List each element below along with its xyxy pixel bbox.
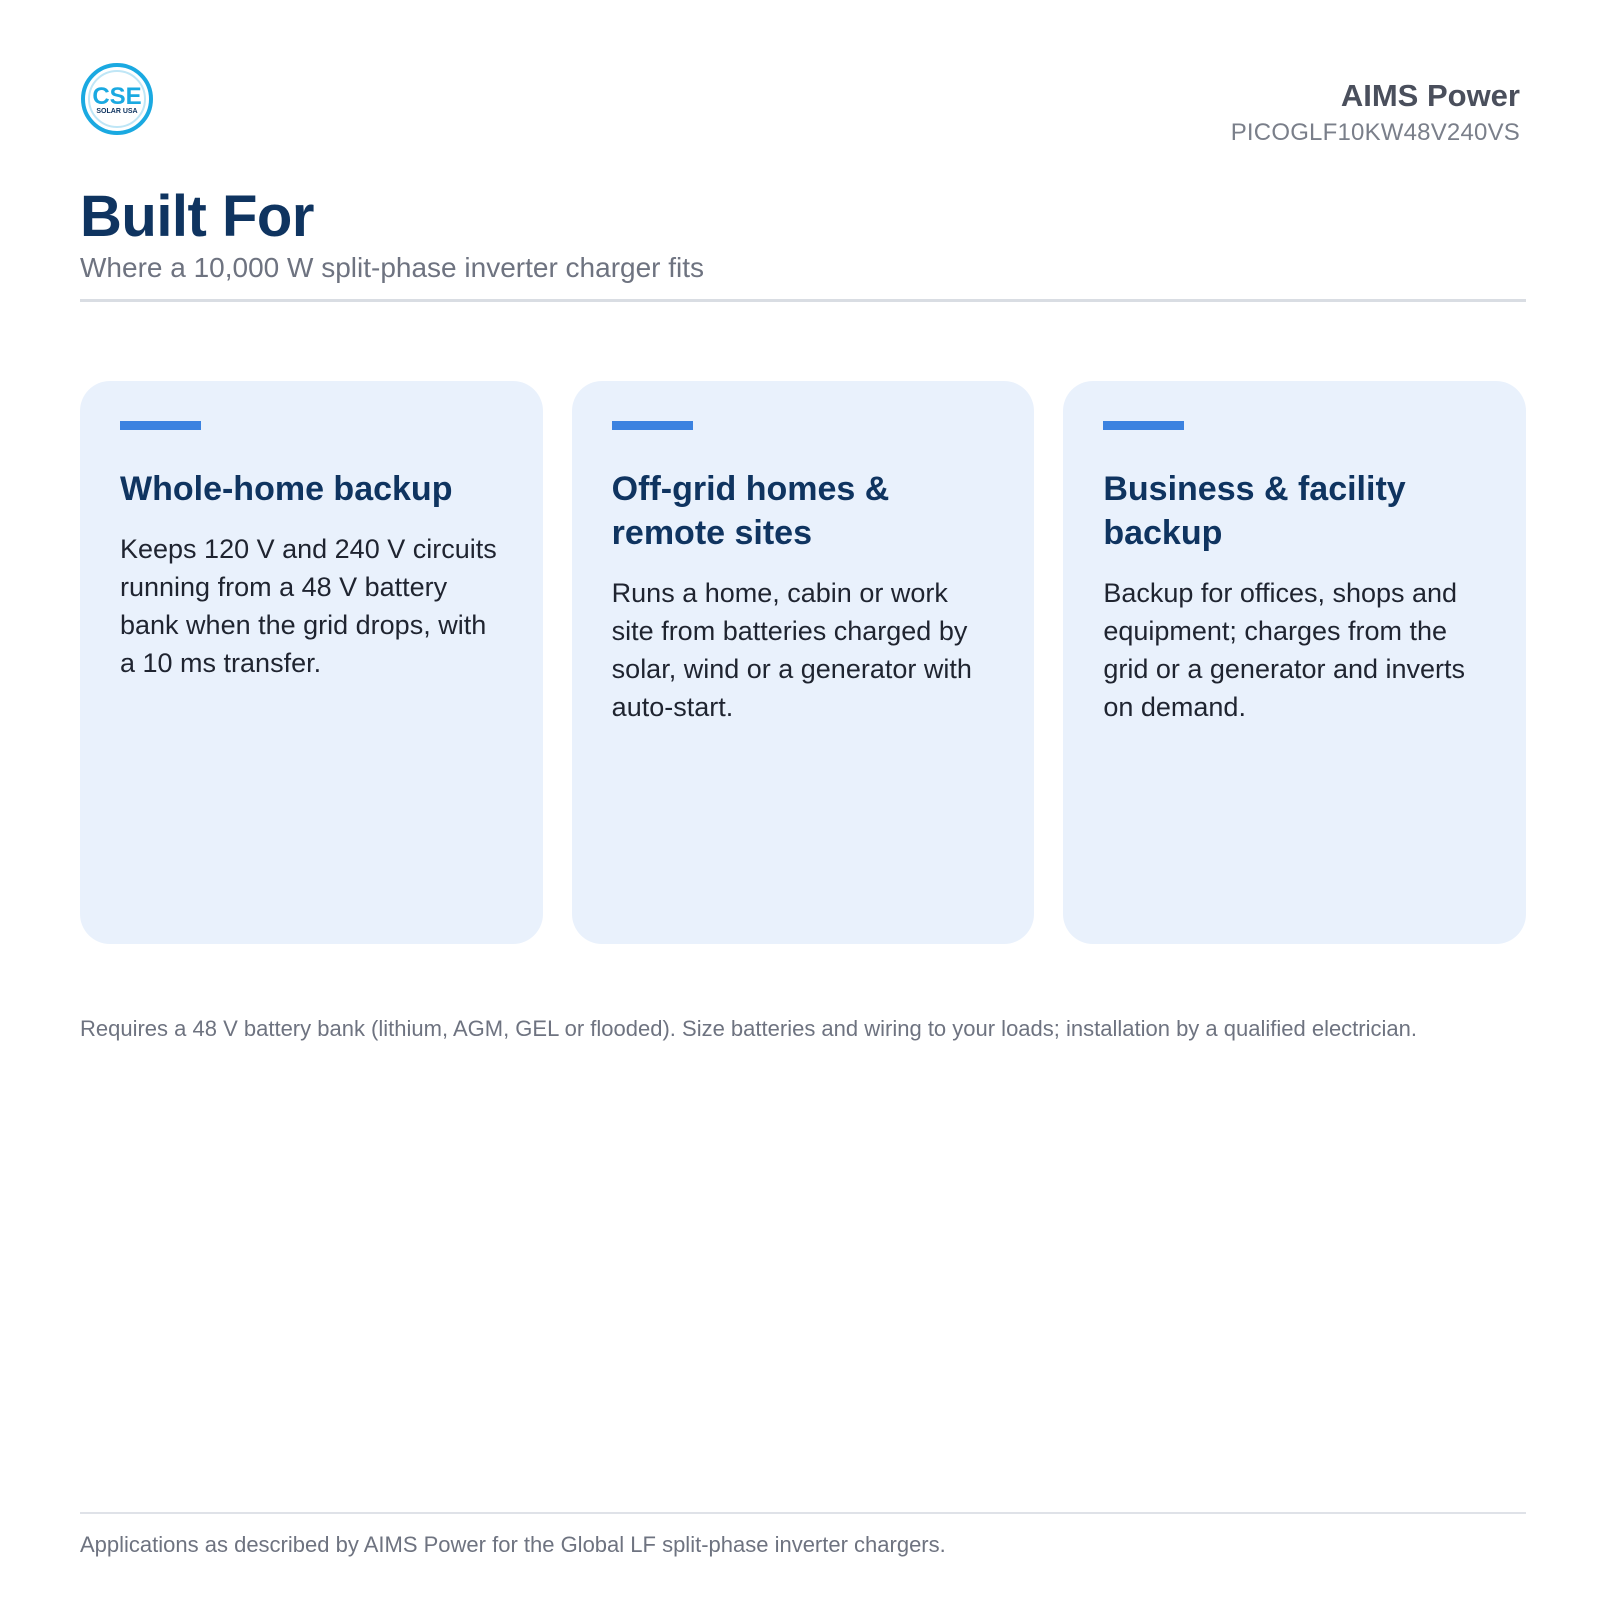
- card-title: Business & facility backup: [1103, 470, 1406, 552]
- header-divider: [80, 299, 1526, 302]
- footer-divider: [80, 1512, 1526, 1514]
- page-subtitle: Where a 10,000 W split-phase inverter charger fits: [80, 252, 705, 283]
- card-accent-bar: [612, 421, 693, 430]
- requirements-note: Requires a 48 V battery bank (lithium, AGM, GEL or flooded). Size batteries and wiring to your loads; installation by a qualified electrician.: [80, 1016, 1417, 1041]
- product-model: PICOGLF10KW48V240VS: [1230, 119, 1520, 146]
- page-title: Built For: [80, 184, 314, 249]
- brand-block: [1231, 76, 1520, 148]
- logo-wordmark: CSE: [92, 83, 142, 110]
- cse-solar-usa-logo: [80, 62, 154, 136]
- card-text: Keeps 120 V and 240 V circuits running from a 48 V battery bank when the grid drops, with a 10 ms transfer.: [120, 534, 497, 678]
- logo-mark: [80, 62, 154, 136]
- card-text: Backup for offices, shops and equipment; charges from the grid or a generator and inverts on demand.: [1103, 578, 1466, 722]
- footer-source-note: Applications as described by AIMS Power for the Global LF split-phase inverter chargers.: [80, 1532, 946, 1557]
- card-title: Off-grid homes & remote sites: [611, 470, 890, 552]
- card-accent-bar: [120, 421, 201, 430]
- card-whole-home-backup: [80, 381, 543, 944]
- card-business-backup: [1063, 381, 1526, 944]
- logo-tagline: SOLAR USA: [96, 108, 138, 115]
- use-case-cards: [80, 381, 1526, 944]
- card-title: Whole-home backup: [120, 470, 453, 508]
- card-off-grid-homes: [572, 381, 1035, 944]
- brand-name: AIMS Power: [1340, 78, 1520, 113]
- card-accent-bar: [1103, 421, 1184, 430]
- card-text: Runs a home, cabin or work site from batteries charged by solar, wind or a generator with auto-start.: [611, 578, 972, 722]
